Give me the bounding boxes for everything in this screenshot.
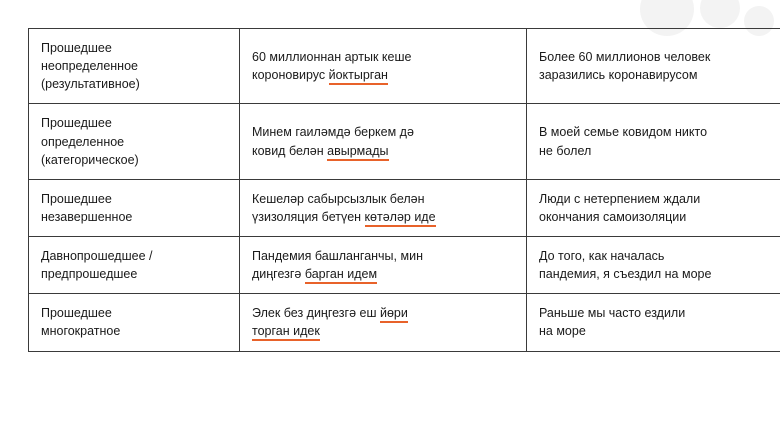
table-row [29, 29, 780, 104]
russian-translation-cell [527, 104, 780, 179]
tatar-example-cell [240, 294, 527, 351]
table-row [29, 294, 780, 351]
plain-text-fragment: Кешеләр сабырсызлык белән [252, 191, 425, 206]
tense-name-line: многократное [41, 324, 121, 339]
tatar-example-line [252, 48, 514, 66]
tatar-example-line [252, 123, 514, 141]
russian-translation-line: Раньше мы часто ездили [539, 306, 686, 321]
decorative-circle [700, 0, 740, 28]
russian-translation-line: заразились коронавирусом [539, 68, 698, 83]
table-row [29, 179, 780, 236]
table-body [29, 29, 780, 352]
tense-name-line: Прошедшее [41, 191, 112, 206]
plain-text-fragment: 60 миллионнан артык кеше [252, 50, 412, 65]
tatar-example-cell [240, 179, 527, 236]
tense-name-line: (категорическое) [41, 152, 139, 167]
tense-name-cell [29, 237, 240, 294]
russian-translation-line: не болел [539, 143, 592, 158]
russian-translation-line: Более 60 миллионов человек [539, 50, 711, 65]
tense-name-cell [29, 179, 240, 236]
tatar-example-cell [240, 104, 527, 179]
underlined-verb-form: авырмады [327, 144, 388, 161]
tense-name-cell [29, 104, 240, 179]
russian-translation-line: Люди с нетерпением ждали [539, 191, 701, 206]
tatar-example-cell [240, 29, 527, 104]
russian-translation-line: на море [539, 324, 586, 339]
russian-translation-line: окончания самоизоляции [539, 209, 687, 224]
plain-text-fragment: ковид белән [252, 143, 328, 158]
underlined-verb-form: йоктырган [329, 68, 388, 85]
underlined-verb-form: барган идем [305, 267, 377, 284]
underlined-verb-form: торган идек [252, 324, 320, 341]
tatar-example-line [252, 66, 514, 84]
tense-name-line: неопределенное [41, 59, 138, 74]
plain-text-fragment: Элек без диңгезгә еш [252, 306, 380, 321]
tense-name-line: Прошедшее [41, 306, 112, 321]
russian-translation-line: В моей семье ковидом никто [539, 125, 708, 140]
table-row [29, 104, 780, 179]
tense-name-cell [29, 294, 240, 351]
tatar-example-line [252, 142, 514, 160]
russian-translation-cell [527, 179, 780, 236]
tense-name-line: незавершенное [41, 209, 133, 224]
tense-name-line: (результативное) [41, 77, 140, 92]
plain-text-fragment: диңгезгә [252, 267, 305, 282]
tatar-example-line [252, 304, 514, 322]
past-tense-forms-table [28, 28, 780, 352]
table-row [29, 237, 780, 294]
tense-name-line: Прошедшее [41, 41, 112, 55]
underlined-verb-form: көтәләр иде [365, 210, 436, 227]
russian-translation-line: пандемия, я съездил на море [539, 267, 712, 282]
grammar-table-container [28, 28, 752, 352]
tense-name-line: Давнопрошедшее / [41, 249, 153, 263]
tatar-example-cell [240, 237, 527, 294]
tatar-example-line [252, 247, 514, 265]
tatar-example-line [252, 322, 514, 340]
tatar-example-line [252, 208, 514, 226]
tatar-example-line [252, 265, 514, 283]
tatar-example-line [252, 190, 514, 208]
plain-text-fragment: үзизоляция бетүен [252, 209, 365, 224]
tense-name-line: предпрошедшее [41, 267, 138, 282]
underlined-verb-form: йөри [380, 306, 408, 323]
russian-translation-cell [527, 29, 780, 104]
plain-text-fragment: Минем гаиләмдә беркем дә [252, 125, 414, 140]
plain-text-fragment: Пандемия башланганчы, мин [252, 249, 423, 263]
tense-name-cell [29, 29, 240, 104]
russian-translation-cell [527, 237, 780, 294]
russian-translation-line: До того, как началась [539, 249, 665, 263]
tense-name-line: определенное [41, 134, 125, 149]
russian-translation-cell [527, 294, 780, 351]
tense-name-line: Прошедшее [41, 116, 112, 131]
plain-text-fragment: короновирус [252, 68, 329, 83]
